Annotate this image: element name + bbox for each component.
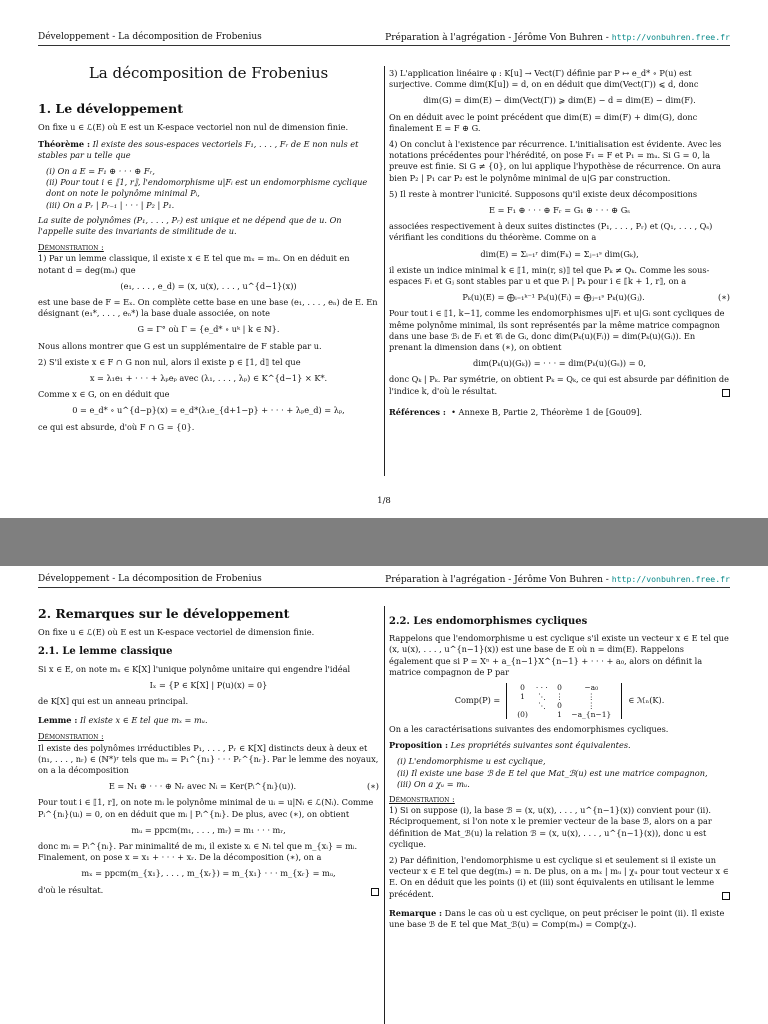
header-url-link[interactable]: http://vonbuhren.free.fr: [611, 574, 730, 584]
subsection-heading: 2.2. Les endomorphismes cycliques: [389, 616, 588, 627]
paragraph: 2) Par définition, l'endomorphisme u est cyclique si et seulement si il existe un vecteur x ∈ E tel que deg(mₓ) = n. De plus, on a mₓ | mᵤ | χᵤ pour tout vecteur x ∈ E. On en déduit que les points (i) et (iii) sont équivalents en utilisant le lemme précédent.: [389, 855, 729, 899]
demo-paragraph: est une base de F = Eₓ. On complète cette base en une base (e₁, . . . , eₙ) de E. En désignant (e₁*, . . . , eₙ*) la base duale associée, on note: [38, 297, 378, 319]
theorem-item: (i) On a E = F₁ ⊕ · · · ⊕ Fᵣ,: [46, 166, 155, 177]
page-number: 1/8: [377, 496, 391, 506]
demo-paragraph: associées respectivement à deux suites distinctes (P₁, . . . , Pᵣ) et (Q₁, . . . , Qₛ) vérifiant les conditions du théorème. Comme on a: [389, 221, 713, 243]
matrix-body: [506, 683, 622, 719]
header-left: Développement - La décomposition de Frobenius: [38, 574, 262, 584]
lemma: Lemme : Il existe x ∈ E tel que mₓ = mᵤ.: [38, 715, 208, 726]
matrix-cell: (0): [517, 710, 528, 720]
companion-matrix: Comp(P) = 0 · · · 0 −a₀ 1 ⋱ ⋮ ⋮ ⋱ 0 ⋮ (0) 1 −a_{n−1} ∈ ℳₙ(K).: [454, 683, 665, 720]
matrix-cell: [532, 710, 552, 719]
proposition-item: (i) L'endomorphisme u est cyclique,: [397, 756, 546, 767]
qed-icon: [722, 389, 730, 397]
matrix-cell: 0: [520, 683, 525, 693]
intro-text: On fixe u ∈ ℒ(E) où E est un K-espace vectoriel non nul de dimension finie.: [38, 122, 349, 133]
column-divider: [384, 66, 385, 476]
equation: x = λ₁e₁ + · · · + λₚeₚ avec (λ₁, . . . , λₚ) ∈ K^{d−1} × K*.: [89, 373, 328, 384]
equation: Pₖ(u)(E) = ⨁ᵢ₌₁ᵏ⁻¹ Pₖ(u)(Fᵢ) = ⨁ⱼ₌₁ˢ Pₖ(u)(Gⱼ). (∗): [462, 292, 730, 303]
document-title: La décomposition de Frobenius: [88, 64, 329, 82]
section-heading: 1. Le développement: [38, 101, 183, 117]
paragraph: de K[X] qui est un anneau principal.: [38, 696, 189, 707]
intro-text: On fixe u ∈ ℒ(E) où E est un K-espace vectoriel de dimension finie.: [38, 627, 315, 638]
right-column: [389, 68, 730, 423]
paragraph: Il existe des polynômes irréductibles P₁, . . . , Pᵣ ∈ K[X] distincts deux à deux et (n₁, . . . , nᵣ) ∈ (ℕ*)ʳ tels que mᵤ = P₁^{n₁} · · · Pᵣ^{nᵣ}. Par le lemme des noyaux, on a la décomposition: [38, 742, 379, 776]
header-left: Développement - La décomposition de Frobenius: [38, 32, 262, 42]
page-header: [38, 32, 730, 46]
equation: E = N₁ ⊕ · · · ⊕ Nᵣ avec Nᵢ = Ker(Pᵢ^{nᵢ}(u)). (∗): [108, 781, 379, 792]
theorem-item: (iii) On a Pᵣ | Pᵣ₋₁ | · · · | P₂ | P₁.: [46, 199, 175, 210]
demo-paragraph: ce qui est absurde, d'où F ∩ G = {0}.: [38, 421, 195, 432]
references: Références : • Annexe B, Partie 2, Théorème 1 de [Gou09].: [389, 406, 642, 417]
equation: G = Γ° où Γ = {e_d* ∘ uᵏ | k ∈ ℕ}.: [137, 324, 280, 335]
qed-icon: [722, 892, 730, 900]
column-divider: [384, 606, 385, 1024]
equation: mᵤ = ppcm(m₁, . . . , mᵣ) = m₁ · · · mᵣ,: [131, 824, 286, 835]
equation: mₓ = ppcm(m_{x₁}, . . . , m_{xᵣ}) = m_{x₁} · · · m_{xᵣ} = mᵤ,: [81, 868, 336, 879]
matrix-cell: 1: [557, 710, 562, 720]
demo-paragraph: Comme x ∈ G, on en déduit que: [38, 389, 170, 400]
matrix-cell: ⋱: [538, 692, 546, 702]
header-right: Préparation à l'agrégation - Jérôme Von Buhren - http://vonbuhren.free.fr: [385, 574, 730, 585]
demo-paragraph: 1) Par un lemme classique, il existe x ∈ E tel que mₓ = mᵤ. On en déduit en notant d = deg(mᵤ) que: [38, 253, 350, 275]
left-column: [38, 54, 379, 438]
equation: Iₓ = {P ∈ K[X] | P(u)(x) = 0}: [149, 679, 268, 690]
matrix-cell: ⋮: [555, 692, 564, 702]
demo-paragraph: Nous allons montrer que G est un supplémentaire de F stable par u.: [38, 340, 322, 351]
paragraph: donc mᵢ = Pᵢ^{nᵢ}. Par minimalité de mᵢ, il existe xᵢ ∈ Nᵢ tel que m_{xᵢ} = mᵢ. Finalement, on pose x = x₁ + · · · + xᵣ. De la décomposition (∗), on a: [38, 841, 358, 863]
matrix-cell: ⋱: [538, 701, 546, 711]
matrix-cell: 0: [557, 701, 562, 711]
matrix-cell: 1: [520, 692, 525, 702]
demo-paragraph: Pour tout i ∈ ⟦1, k−1⟧, comme les endomorphismes u|Fᵢ et u|Gᵢ sont cycliques de même polynôme minimal, ils sont représentés par la même matrice compagnon dans une base ℬᵢ de Fᵢ et 𝒞ᵢ de Gᵢ, donc dim(Pₖ(u)(Fᵢ)) = dim(Pₖ(u)(Gᵢ)). En prenant la dimension dans (∗), on obtient: [389, 308, 725, 353]
equation: dim(G) = dim(E) − dim(Vect(Γ)) ⩾ dim(E) − d = dim(E) − dim(F).: [423, 95, 696, 106]
equation: 0 = e_d* ∘ u^{d−p}(x) = e_d*(λ₁e_{d+1−p} + · · · + λₚe_d) = λₚ,: [72, 405, 345, 416]
demo-heading: Démonstration :: [389, 794, 455, 805]
proposition-item: (ii) Il existe une base ℬ de E tel que Mat_ℬ(u) est une matrice compagnon,: [397, 767, 708, 778]
matrix-cell: ⋮: [587, 692, 596, 702]
paragraph: Pour tout i ∈ ⟦1, r⟧, on note mᵢ le polynôme minimal de uᵢ = u|Nᵢ ∈ ℒ(Nᵢ). Comme Pᵢ^{nᵢ}(uᵢ) = 0, on en déduit que mᵢ | Pᵢ^{nᵢ}. De plus, avec (∗), on obtient: [38, 797, 374, 819]
demo-heading: Démonstration :: [38, 242, 104, 253]
page-header: [38, 574, 730, 588]
matrix-table: [513, 683, 615, 719]
demo-heading: Démonstration :: [38, 731, 104, 742]
paragraph: On a les caractérisations suivantes des endomorphismes cycliques.: [389, 724, 669, 735]
demo-paragraph: 4) On conclut à l'existence par récurrence. L'initialisation est évidente. Avec les notations précédentes pour l'hérédité, on pose F₁ = F et P₁ = mᵤ. Si G = 0, la preuve est finie. Si G ≠ {0}, on lui applique l'hypothèse de récurrence. On aura bien P₂ | P₁ car P₂ est le polynôme minimal de u|G par construction.: [389, 139, 722, 183]
matrix-cell: ⋮: [587, 701, 596, 711]
page-2: [0, 566, 768, 1024]
remark: Remarque : Dans le cas où u est cyclique, on peut préciser le point (ii). Il existe une base ℬ de E tel que Mat_ℬ(u) = Comp(mᵤ) = Comp(χᵤ).: [389, 907, 725, 930]
demo-paragraph: 2) S'il existe x ∈ F ∩ G non nul, alors il existe p ∈ ⟦1, d⟧ tel que: [38, 356, 301, 367]
equation: E = F₁ ⊕ · · · ⊕ Fᵣ = G₁ ⊕ · · · ⊕ Gₛ: [488, 205, 630, 216]
theorem-item: (ii) Pour tout i ∈ ⟦1, r⟧, l'endomorphisme u|Fᵢ est un endomorphisme cyclique dont on note le polynôme minimal Pᵢ,: [46, 177, 368, 199]
proposition: Proposition : Les propriétés suivantes sont équivalentes.: [389, 740, 631, 751]
matrix-cell: [513, 701, 532, 710]
header-url-link[interactable]: http://vonbuhren.free.fr: [611, 32, 730, 42]
qed-icon: [371, 888, 379, 896]
matrix-cell: −a_{n−1}: [571, 710, 612, 720]
equation-tag: (∗): [367, 781, 379, 792]
paragraph: d'où le résultat.: [38, 885, 379, 896]
left-column: [38, 600, 379, 901]
section-heading: 2. Remarques sur le développement: [38, 606, 290, 621]
paragraph: Si x ∈ E, on note mₓ ∈ K[X] l'unique polynôme unitaire qui engendre l'idéal: [38, 663, 351, 674]
proposition-item: (iii) On a χᵤ = mᵤ.: [397, 778, 470, 789]
matrix-cell: 0: [557, 683, 562, 693]
equation-tag: (∗): [718, 292, 730, 303]
matrix-cell: · · ·: [535, 683, 548, 693]
demo-paragraph: donc Qₖ | Pₖ. Par symétrie, on obtient Pₖ = Qₖ, ce qui est absurde par définition de l'indice k, d'où le résultat.: [389, 374, 729, 396]
equation: dim(Pₖ(u)(Gₖ)) = · · · = dim(Pₖ(u)(Gₛ)) = 0,: [473, 358, 646, 369]
demo-paragraph: 3) L'application linéaire φ : K[u] → Vect(Γ) définie par P ↦ e_d* ∘ P(u) est surjective. Comme dim(K[u]) = d, on en déduit que dim(Vect(Γ)) ⩽ d, donc: [389, 68, 699, 90]
proposition-list: [389, 756, 730, 790]
header-right: Préparation à l'agrégation - Jérôme Von Buhren - http://vonbuhren.free.fr: [385, 32, 730, 43]
right-column: [389, 608, 730, 935]
subsection-heading: 2.1. Le lemme classique: [38, 646, 173, 658]
demo-paragraph: On en déduit avec le point précédent que dim(E) = dim(F) + dim(G), donc finalement E = F ⊕ G.: [389, 111, 698, 133]
matrix-cell: −a₀: [584, 683, 599, 693]
paragraph: Rappelons que l'endomorphisme u est cyclique s'il existe un vecteur x ∈ E tel que (x, u(x), . . . , u^{n−1}(x)) est une base de E où n = dim(E). Rappelons également que si P = Xⁿ + a_{n−1}X^{n−1} + · · · + a₀, alors on définit la matrice compagnon de P par: [389, 633, 729, 677]
theorem: Théorème : Il existe des sous-espaces vectoriels F₁, . . . , Fᵣ de E non nuls et stables par u telle que: [38, 138, 359, 160]
demo-paragraph: il existe un indice minimal k ∈ ⟦1, min(r, s)⟧ tel que Pₖ ≠ Qₖ. Comme les sous-espaces Fᵢ et Gⱼ sont stables par u et que Pᵢ | Pₖ pour i ∈ ⟦k + 1, r⟧, on a: [389, 264, 710, 287]
theorem-list: [38, 166, 379, 211]
theorem-remark: La suite de polynômes (P₁, . . . , Pᵣ) est unique et ne dépend que de u. On l'appelle suite des invariants de similitude de u.: [38, 214, 342, 237]
equation: dim(E) = Σᵢ₌₁ʳ dim(Fₖ) = Σⱼ₌₁ˢ dim(Gₖ),: [480, 248, 639, 259]
equation: (e₁, . . . , e_d) = (x, u(x), . . . , u^{d−1}(x)): [120, 280, 297, 291]
paragraph: 1) Si on suppose (i), la base ℬ = (x, u(x), . . . , u^{n−1}(x)) convient pour (ii). Réciproquement, si l'on note x le premier vecteur de la base ℬ, alors on a par définition de Mat_ℬ(u) la relation ℬ = (x, u(x), . . . , u^{n−1}(x)), donc u est cyclique.: [389, 805, 712, 849]
demo-paragraph: 5) Il reste à montrer l'unicité. Supposons qu'il existe deux décompositions: [389, 188, 698, 199]
